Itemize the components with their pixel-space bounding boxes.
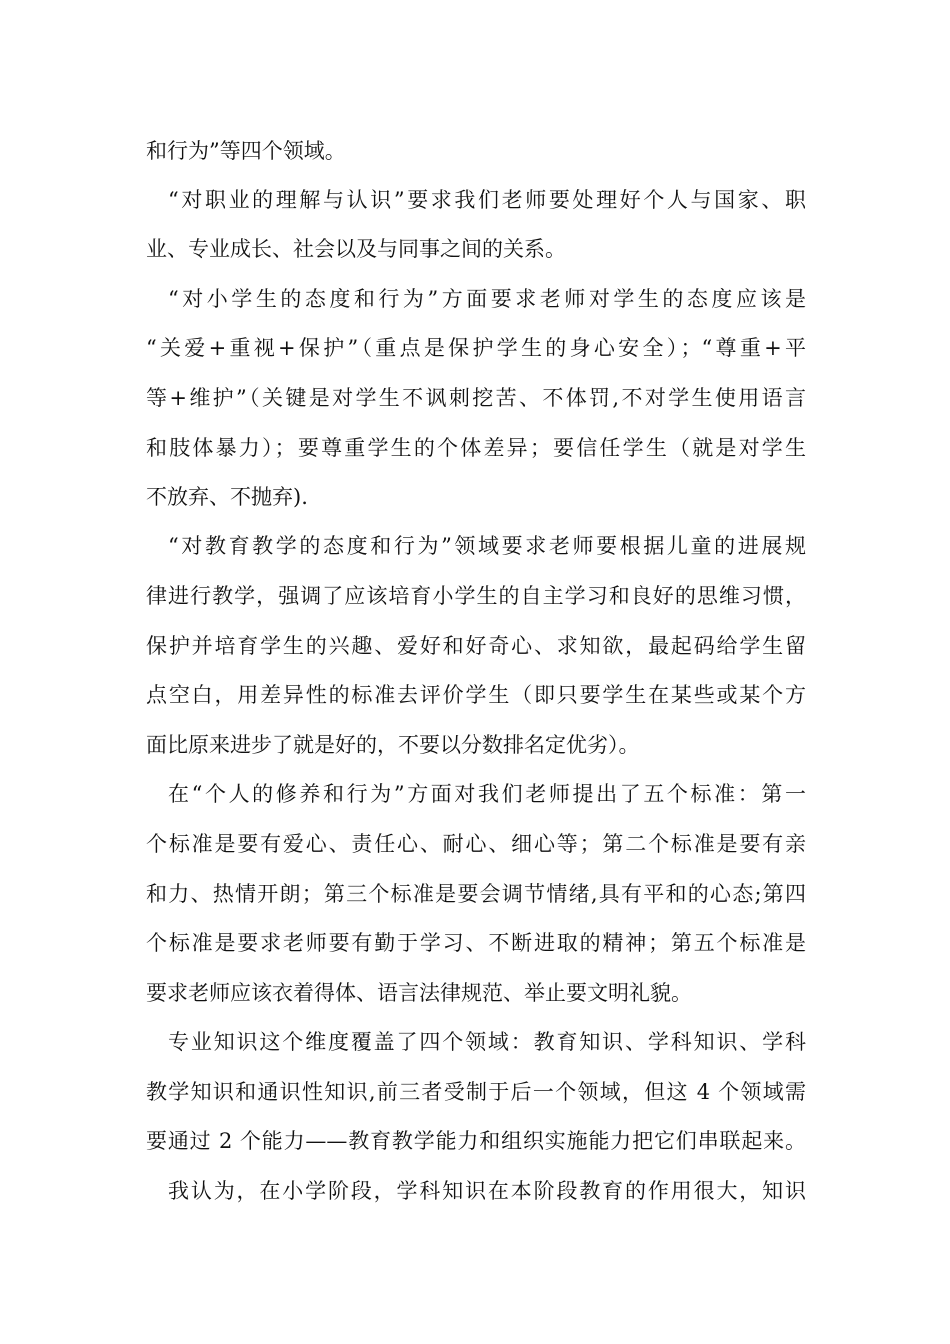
- paragraph-first-line: 专业知识这个维度覆盖了四个领域：教育知识、学科知识、学科: [168, 1030, 806, 1054]
- text-line: 等+维护”（关键是对学生不讽刺挖苦、不体罚,不对学生使用语言: [146, 386, 806, 410]
- text-line: 和力、热情开朗；第三个标准是要会调节情绪,具有平和的心态;第四: [146, 882, 806, 906]
- text-line: 面比原来进步了就是好的，不要以分数排名定优劣）。: [146, 733, 640, 757]
- paragraph-first-line: “对小学生的态度和行为”方面要求老师对学生的态度应该是: [168, 287, 806, 311]
- text-line: “关爱+重视+保护”（重点是保护学生的身心安全）；“尊重+平: [146, 336, 806, 360]
- text-line: 和肢体暴力）；要尊重学生的个体差异；要信任学生（就是对学生: [146, 436, 806, 460]
- text-line: 律进行教学，强调了应该培育小学生的自主学习和良好的思维习惯，: [146, 584, 806, 608]
- text-line: 业、专业成长、社会以及与同事之间的关系。: [146, 237, 566, 261]
- text-line: 保护并培育学生的兴趣、爱好和好奇心、求知欲，最起码给学生留: [146, 634, 806, 658]
- paragraph-first-line: 在“个人的修养和行为”方面对我们老师提出了五个标准：第一: [168, 782, 806, 806]
- text-line: 点空白，用差异性的标准去评价学生（即只要学生在某些或某个方: [146, 683, 806, 707]
- paragraph-first-line: “对职业的理解与认识”要求我们老师要处理好个人与国家、职: [168, 188, 806, 212]
- text-line: 教学知识和通识性知识,前三者受制于后一个领域，但这 4 个领域需: [146, 1080, 806, 1104]
- text-line: 和行为”等四个领域。: [146, 139, 346, 163]
- paragraph-first-line: 我认为，在小学阶段，学科知识在本阶段教育的作用很大，知识: [168, 1179, 806, 1203]
- paragraph-first-line: “对教育教学的态度和行为”领域要求老师要根据儿童的进展规: [168, 534, 806, 558]
- text-line: 要通过 2 个能力——教育教学能力和组织实施能力把它们串联起来。: [146, 1129, 806, 1153]
- text-line: 个标准是要求老师要有勤于学习、不断进取的精神；第五个标准是: [146, 931, 806, 955]
- text-line: 要求老师应该衣着得体、语言法律规范、举止要文明礼貌。: [146, 981, 692, 1005]
- text-line: 个标准是要有爱心、责任心、耐心、细心等；第二个标准是要有亲: [146, 832, 806, 856]
- text-line: 不放弃、不抛弃).: [146, 485, 308, 509]
